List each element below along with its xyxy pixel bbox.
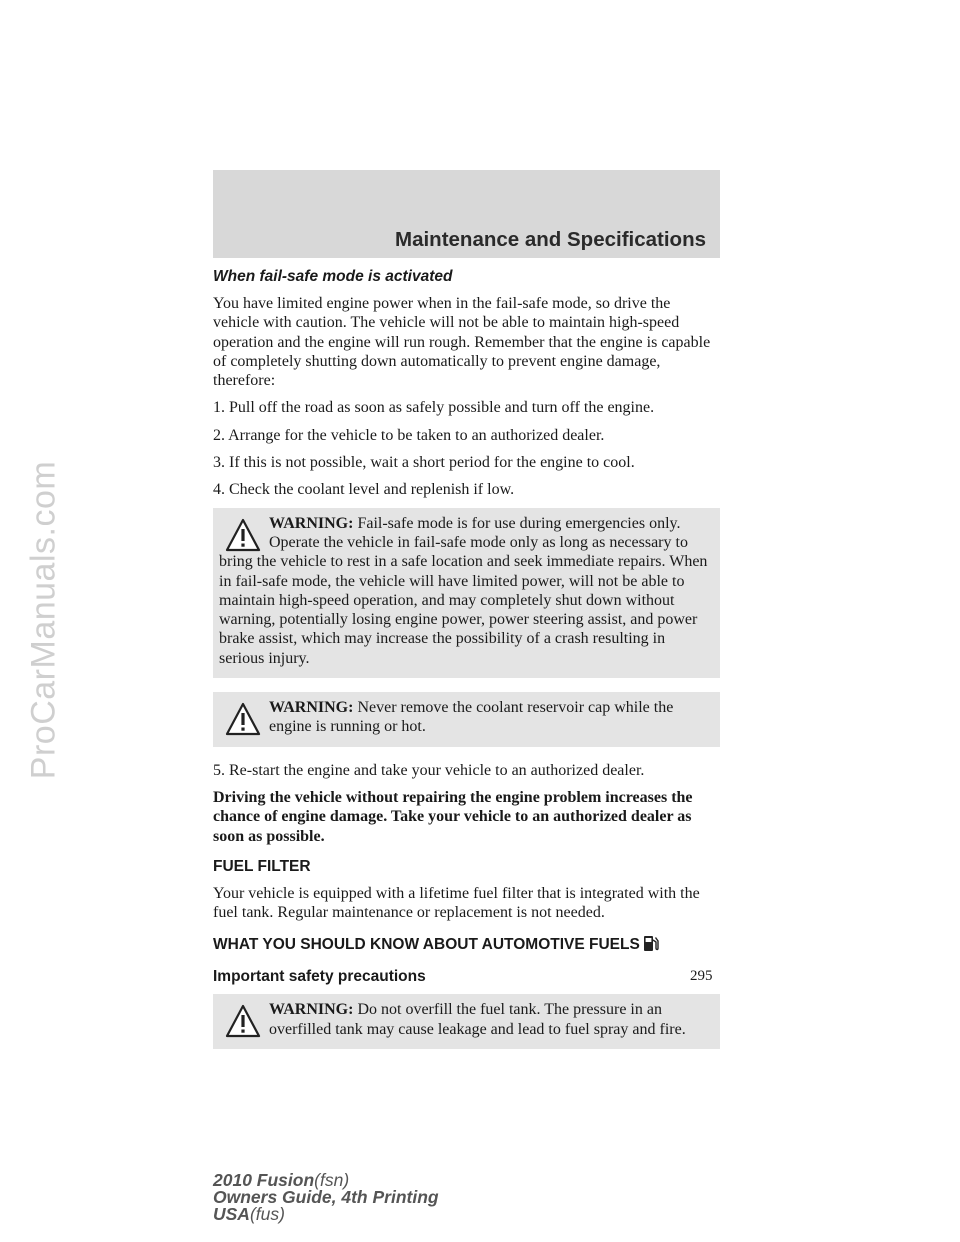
warning-text: Fail-safe mode is for use during emergencies only. Operate the vehicle in fail-safe mode only as long as necessary to bring the vehicle to rest in a safe location and seek immediate repairs. When in fail-safe mode, the vehicle will have limited power, will not be able to maintain high-speed operation, and may completely shut down without warning, potentially losing engine power, power steering assist, and power brake assist, which may increase the possibility of a crash resulting in serious injury. [219,514,708,667]
warning-text: Never remove the coolant reservoir cap while the engine is running or hot. [269,699,674,736]
watermark [14,460,74,780]
warning-label: WARNING: [269,514,354,532]
page-title: Maintenance and Specifications [395,228,706,251]
footer-model-code: (fsn) [314,1170,350,1190]
step-item: 5. Re-start the engine and take your vehicle to an authorized dealer. [213,761,645,779]
warning-box [213,692,720,747]
warning-box [213,508,720,678]
failsafe-intro: You have limited engine power when in the fail-safe mode, so drive the vehicle with caution. The vehicle will not be able to maintain high-speed operation and the engine will run rough. Remember that the engine is capable of completely shutting down automatically to prevent engine damage, therefore: [213,295,711,390]
step-item: 2. Arrange for the vehicle to be taken to an authorized dealer. [213,426,605,444]
section-header [213,170,720,258]
fuels-heading-row [213,934,720,954]
footer-model: 2010 Fusion [213,1170,315,1190]
step-item: 3. If this is not possible, wait a short period for the engine to cool. [213,454,635,472]
warning-triangle-icon [225,702,261,736]
fuel-pump-icon [643,934,659,952]
warning-label: WARNING: [269,699,354,717]
fuel-filter-heading: FUEL FILTER [213,857,311,875]
bold-note: Driving the vehicle without repairing the engine problem increases the chance of engine damage. Take your vehicle to an authorized dealer as soon as possible. [213,788,693,845]
warning-triangle-icon [225,518,261,552]
footer [213,1172,439,1223]
footer-region-code: (fus) [249,1204,285,1224]
main-content [213,268,720,1063]
watermark-text: ProCarManuals.com [24,460,63,780]
failsafe-heading: When fail-safe mode is activated [213,268,453,285]
warning-text: Do not overfill the fuel tank. The pressure in an overfilled tank may cause leakage and lead to fuel spray and fire. [269,1001,686,1038]
step-item: 4. Check the coolant level and replenish if low. [213,481,515,499]
step-item: 1. Pull off the road as soon as safely possible and turn off the engine. [213,399,655,417]
warning-label: WARNING: [269,1001,354,1019]
fuels-heading: WHAT YOU SHOULD KNOW ABOUT AUTOMOTIVE FUELS [213,936,640,954]
footer-region: USA [213,1204,250,1224]
safety-heading: Important safety precautions [213,968,426,986]
warning-triangle-icon [225,1004,261,1038]
fuel-filter-text: Your vehicle is equipped with a lifetime fuel filter that is integrated with the fuel tank. Regular maintenance or replacement is not needed. [213,884,700,922]
warning-box [213,994,720,1049]
footer-guide: Owners Guide, 4th Printing [213,1187,439,1207]
page-number: 295 [690,968,713,984]
